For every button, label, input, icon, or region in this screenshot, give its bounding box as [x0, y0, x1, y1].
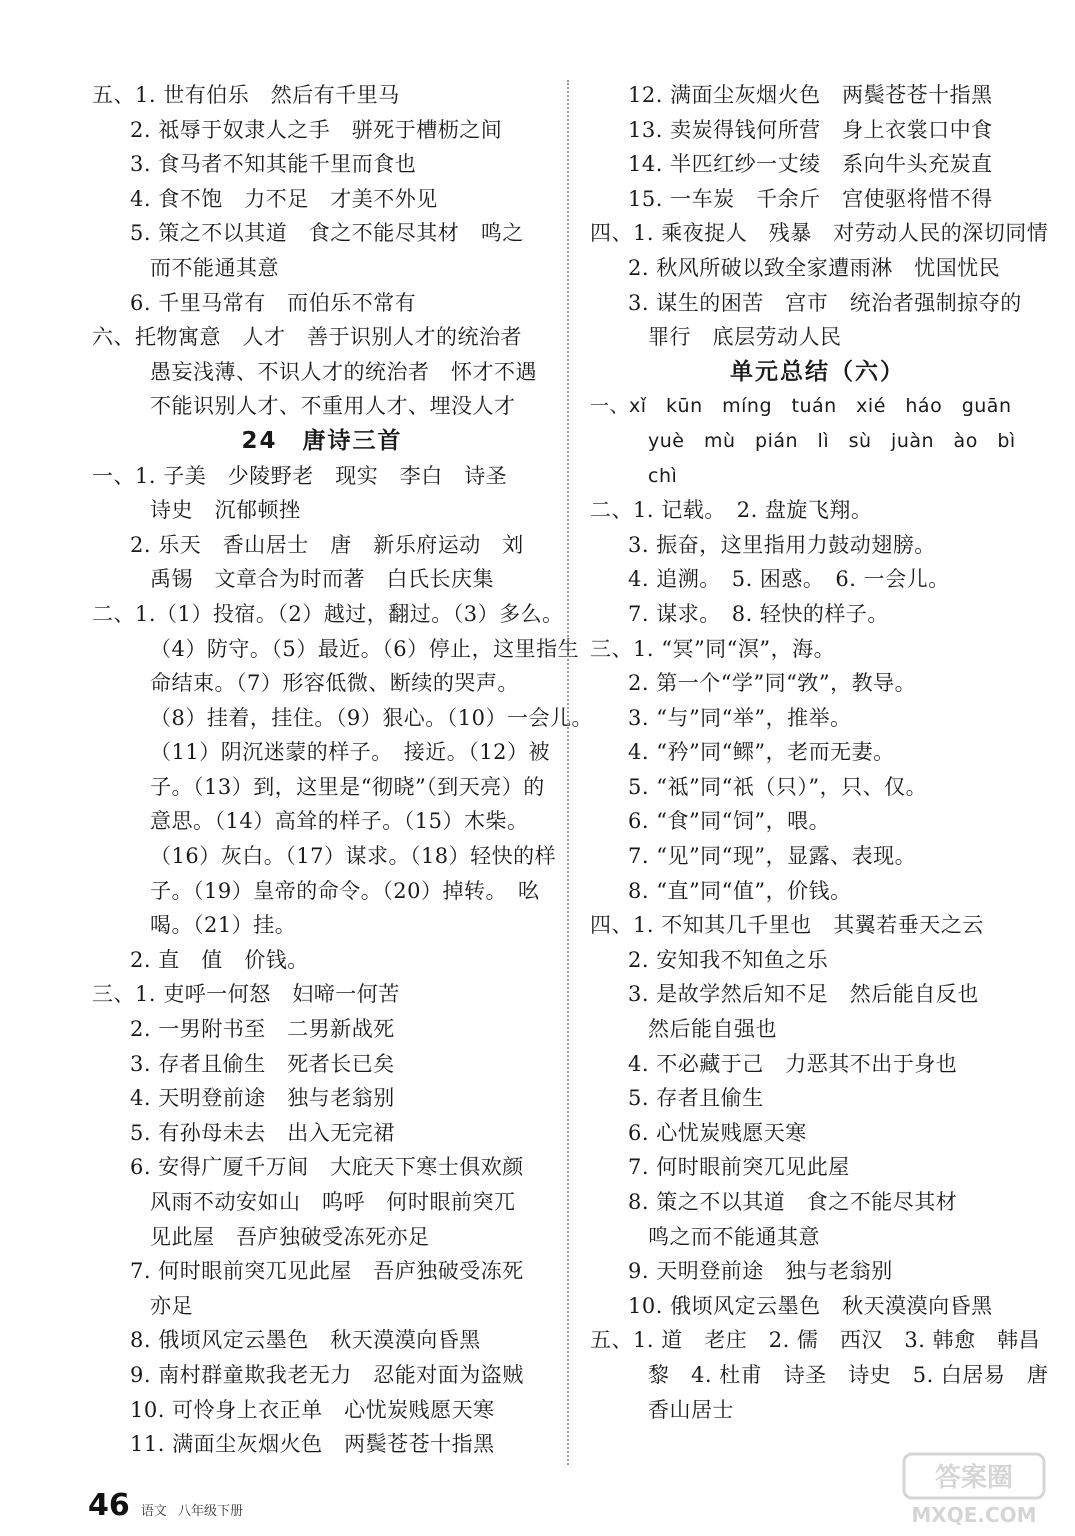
section-title: 单元总结（六）: [730, 358, 905, 385]
answer-line: 3. 谋生的困苦 宫市 统治者强制掠夺的: [628, 290, 1022, 315]
answer-line: 意思。（14）高耸的样子。（15）木柴。: [150, 809, 529, 834]
answer-line: 6. 安得广厦千万间 大庇天下寒士俱欢颜: [130, 1155, 524, 1180]
answer-line: 2. 直 值 价钱。: [130, 947, 309, 972]
answer-line: 6. “食”同“饲”，喂。: [628, 809, 831, 834]
answer-line: 诗史 沉郁顿挫: [150, 498, 301, 523]
answer-line: 9. 南村群童欺我老无力 忍能对面为盗贼: [130, 1362, 524, 1387]
answer-line: 香山居士: [648, 1397, 734, 1422]
watermark-logo: [900, 1450, 1060, 1530]
answer-line: 12. 满面尘灰烟火色 两鬓苍苍十指黑: [628, 83, 993, 107]
answer-line: 13. 卖炭得钱何所营 身上衣裳口中食: [628, 117, 993, 142]
answer-line: （11）阴沉迷蒙的样子。 接近。（12）被: [150, 740, 550, 765]
answer-line: 9. 天明登前途 独与老翁别: [628, 1259, 893, 1284]
answer-line: 4. 追溯。 5. 困惑。 6. 一会儿。: [628, 567, 950, 592]
right-column: [590, 78, 1049, 1427]
answer-line: 一、1. 子美 少陵野老 现实 李白 诗圣: [92, 463, 508, 488]
answer-line: 不能识别人才、不重用人才、埋没人才: [150, 394, 516, 419]
answer-line: 4. 食不饱 力不足 才美不外见: [130, 186, 438, 211]
answer-line: 8. “直”同“值”，价钱。: [628, 878, 852, 903]
answer-line: 喝。（21）挂。: [150, 913, 297, 938]
answer-line: 3. “与”同“举”，推举。: [628, 705, 852, 730]
answer-line: yuè mù pián lì sù juàn ào bì: [648, 429, 1016, 452]
answer-line: 10. 可怜身上衣正单 心忧炭贱愿天寒: [130, 1397, 495, 1422]
answer-line: 3. 存者且偷生 死者长已矣: [130, 1051, 395, 1076]
answer-line: 5. 存者且偷生: [628, 1086, 764, 1111]
answer-line: 五、1. 道 老庄 2. 儒 西汉 3. 韩愈 韩昌: [590, 1328, 1041, 1353]
answer-line: 六、托物寓意 人才 善于识别人才的统治者: [92, 325, 522, 350]
answer-line: 鸣之而不能通其意: [648, 1224, 820, 1249]
answer-line: 三、1. “冥”同“溟”，海。: [590, 636, 836, 661]
footer-grade: 八年级下册: [177, 1504, 243, 1519]
answer-line: 5. 策之不以其道 食之不能尽其材 鸣之: [130, 221, 524, 246]
answer-line: 子。（13）到，这里是“彻晓”（到天亮）的: [150, 774, 545, 799]
answer-line: 愚妄浅薄、不识人才的统治者 怀才不遇: [150, 359, 537, 384]
column-divider: [567, 80, 569, 1465]
answer-line: 命结束。（7）形容低微、断续的哭声。: [150, 671, 519, 696]
answer-line: 4. “矜”同“鳏”，老而无妻。: [628, 740, 895, 765]
answer-line: 4. 天明登前途 独与老翁别: [130, 1086, 395, 1111]
answer-line: 3. 振奋，这里指用力鼓动翅膀。: [628, 532, 936, 557]
section-title: 24 唐诗三首: [241, 427, 403, 454]
answer-line: 14. 半匹红纱一丈绫 系向牛头充炭直: [628, 152, 993, 177]
answer-line: 3. 食马者不知其能千里而食也: [130, 152, 417, 177]
answer-line: 7. “见”同“现”，显露、表现。: [628, 844, 917, 869]
answer-line: 6. 千里马常有 而伯乐不常有: [130, 290, 417, 315]
answer-line: 亦足: [150, 1293, 193, 1318]
answer-line: 2. 秋风所破以致全家遭雨淋 忧国忧民: [628, 255, 1001, 280]
answer-line: 一、xǐ kūn míng tuán xié háo guān: [590, 395, 1012, 418]
answer-line: 2. 乐天 香山居士 唐 新乐府运动 刘: [130, 532, 524, 557]
answer-line: 黎 4. 杜甫 诗圣 诗史 5. 白居易 唐: [648, 1362, 1049, 1387]
answer-line: 三、1. 吏呼一何怒 妇啼一何苦: [92, 982, 400, 1007]
answer-line: （16）灰白。（17）谋求。（18）轻快的样: [150, 844, 557, 869]
answer-line: 7. 谋求。 8. 轻快的样子。: [628, 601, 889, 626]
answer-line: 6. 心忧炭贱愿天寒: [628, 1120, 807, 1145]
answer-line: 然后能自强也: [648, 1017, 777, 1042]
answer-line: 3. 是故学然后知不足 然后能自反也: [628, 982, 979, 1007]
answer-line: （4）防守。（5）最近。（6）停止，这里指生: [150, 636, 580, 661]
answer-line: 子。（19）皇帝的命令。（20）掉转。 吆: [150, 878, 540, 903]
answer-line: 风雨不动安如山 呜呼 何时眼前突兀: [150, 1190, 516, 1214]
answer-line: 二、1.（1）投宿。（2）越过，翻过。（3）多么。: [92, 601, 564, 626]
answer-line: 11. 满面尘灰烟火色 两鬓苍苍十指黑: [130, 1432, 495, 1457]
answer-line: 而不能通其意: [150, 255, 279, 280]
answer-line: 10. 俄顷风定云墨色 秋天漠漠向昏黑: [628, 1293, 993, 1318]
answer-line: 15. 一车炭 千余斤 宫使驱将惜不得: [628, 186, 993, 211]
answer-line: 2. 一男附书至 二男新战死: [130, 1017, 395, 1042]
left-column: [92, 78, 593, 1462]
answer-line: 五、1. 世有伯乐 然后有千里马: [92, 83, 400, 107]
answer-line: 四、1. 乘夜捉人 残暴 对劳动人民的深切同情: [590, 221, 1049, 246]
answer-line: 7. 何时眼前突兀见此屋 吾庐独破受冻死: [130, 1259, 524, 1284]
answer-line: 四、1. 不知其几千里也 其翼若垂天之云: [590, 913, 984, 938]
answer-line: chì: [648, 464, 678, 487]
answer-line: 7. 何时眼前突兀见此屋: [628, 1155, 850, 1180]
answer-line: 2. 第一个“学”同“敩”，教导。: [628, 671, 917, 696]
answer-line: 4. 不必藏于己 力恶其不出于身也: [628, 1051, 958, 1076]
answer-line: 罪行 底层劳动人民: [648, 325, 842, 350]
answer-line: 禹锡 文章合为时而著 白氏长庆集: [150, 567, 494, 592]
answer-line: 二、1. 记载。 2. 盘旋飞翔。: [590, 498, 873, 523]
answer-line: 2. 安知我不知鱼之乐: [628, 947, 829, 972]
answer-line: 8. 俄顷风定云墨色 秋天漠漠向昏黑: [130, 1328, 481, 1353]
page-footer: [88, 1488, 243, 1528]
answer-line: 5. 有孙母未去 出入无完裙: [130, 1120, 395, 1145]
answer-line: 5. “祗”同“祇（只）”，只、仅。: [628, 774, 928, 799]
answer-line: 见此屋 吾庐独破受冻死亦足: [150, 1224, 430, 1249]
answer-line: （8）挂着，挂住。（9）狠心。（10）一会儿。: [150, 705, 593, 730]
answer-line: 8. 策之不以其道 食之不能尽其材: [628, 1190, 958, 1214]
page-number: 46: [88, 1488, 130, 1523]
answer-line: 2. 祗辱于奴隶人之手 骈死于槽枥之间: [130, 117, 503, 142]
footer-subject: 语文: [140, 1504, 167, 1519]
watermark-logo-text: 答案圈: [934, 1463, 1014, 1493]
watermark-text: MXQE.COM: [911, 1503, 1037, 1527]
